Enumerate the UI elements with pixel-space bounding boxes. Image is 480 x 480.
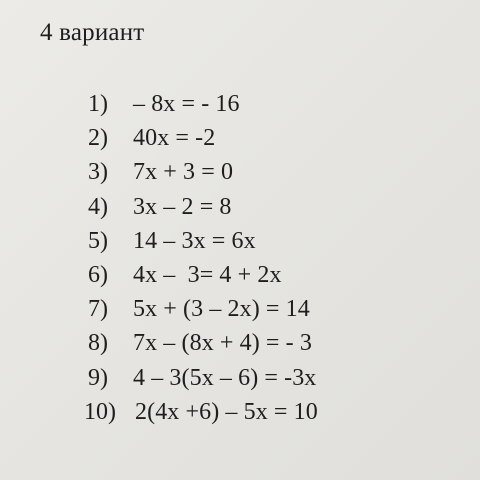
equation-number: 10): [84, 398, 116, 425]
equation-text: 14 – 3х = 6х: [133, 227, 256, 254]
equation-item-5: [0, 226, 480, 260]
equation-text: 4 – 3(5х – 6) = -3х: [133, 364, 317, 391]
equation-text: 5х + (3 – 2х) = 14: [133, 296, 310, 323]
equation-item-6: [0, 260, 480, 294]
equation-number: 4): [88, 193, 108, 220]
equation-item-3: [0, 157, 480, 191]
equation-item-4: [0, 192, 480, 226]
equation-item-10: [0, 397, 480, 431]
equation-number: 8): [88, 330, 108, 357]
equation-text: 2(4х +6) – 5х = 10: [135, 398, 318, 425]
equation-item-8: [0, 328, 480, 362]
equation-number: 7): [88, 296, 108, 323]
equation-item-2: [0, 123, 480, 157]
equation-text: 7х – (8х + 4) = - 3: [133, 330, 312, 357]
equation-number: 9): [88, 364, 108, 391]
equation-number: 6): [88, 261, 108, 288]
variant-title: 4 вариант: [40, 19, 145, 46]
equation-number: 2): [88, 125, 108, 152]
equation-text: 3х – 2 = 8: [133, 193, 232, 220]
equation-item-9: [0, 363, 480, 397]
equation-number: 3): [88, 159, 108, 186]
equation-text: 4х – 3= 4 + 2х: [133, 261, 282, 288]
equation-text: 40х = -2: [133, 125, 216, 152]
equation-item-7: [0, 294, 480, 328]
equation-item-1: [0, 89, 480, 123]
equation-list: [0, 89, 480, 431]
equation-text: 7х + 3 = 0: [133, 159, 234, 186]
equation-number: 5): [88, 227, 108, 254]
equation-text: – 8х = - 16: [133, 91, 240, 117]
equation-number: 1): [88, 91, 108, 117]
